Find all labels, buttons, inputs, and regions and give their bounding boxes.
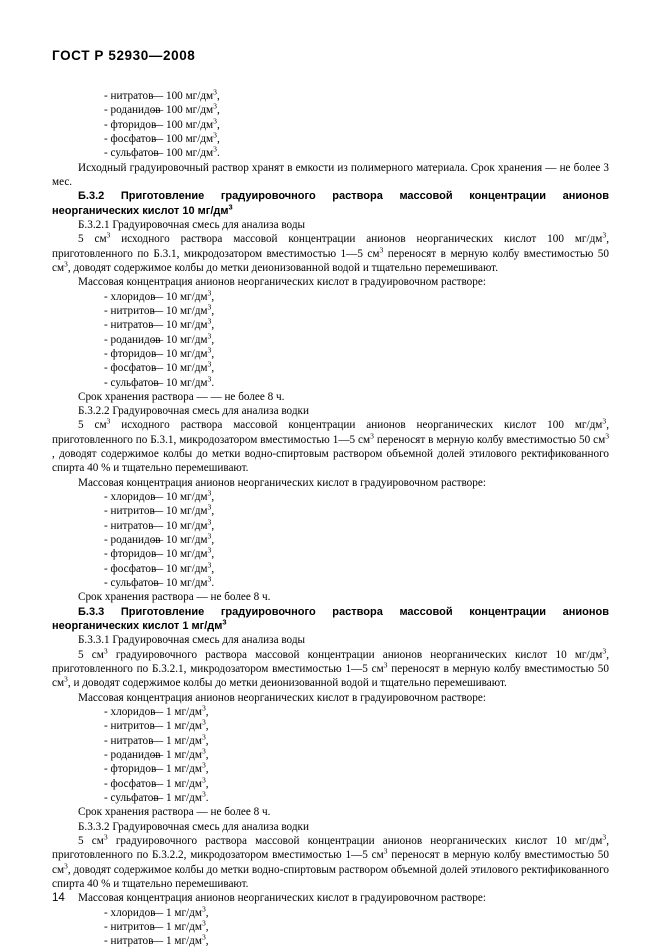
- list-item-value: — 10 $мг/дм^3$,: [152, 517, 215, 532]
- list-item: [52, 361, 609, 375]
- list-item-label: - хлоридов: [104, 705, 156, 718]
- list-item-label: - нитритов: [104, 304, 155, 317]
- paragraph: Массовая концентрация анионов неорганических кислот в градуировочном растворе:: [78, 892, 486, 905]
- list-item: [52, 547, 609, 561]
- list-item-label: - роданидов: [104, 534, 161, 547]
- page-title: ГОСТ Р 52930—2008: [52, 48, 196, 63]
- list-item: [52, 533, 609, 547]
- list-item-label: - нитратов: [104, 935, 154, 948]
- list-item: [52, 791, 609, 805]
- paragraph: 5 $см^3$ исходного раствора массовой концентрации анионов неорганических кислот 100 $мг/дм^3$, приготовленного по Б.3.1, микродозатором вместимостью 1—5 $см^3$ переносят в мерную колбу вместимостью 50 $см^3$ , доводят содержимое колбы до метки водно-спиртовым раствором объемной долей этилового ректификованного спирта 40 % и тщательно перемешивают.: [52, 416, 609, 475]
- list-item-value: — 100 $мг/дм^3$,: [152, 87, 220, 102]
- list-item: [52, 748, 609, 762]
- list-item-value: — 1 $мг/дм^3$.: [152, 789, 209, 804]
- list-item: [52, 146, 609, 160]
- paragraph: Массовая концентрация анионов неорганических кислот в градуировочном растворе:: [78, 276, 486, 289]
- paragraph: 5 $см^3$ градуировочного раствора массовой концентрации анионов неорганических кислот 10 $мг/дм^3$, приготовленного по Б.3.2.1, микродозатором вместимостью 1—5 $см^3$ переносят в мерную колбу вместимостью 50 $см^3$, и доводят содержимое колбы до метки деионизованной водой и тщательно перемешивают.: [52, 645, 609, 690]
- subsection-heading: Б.3.2.1 Градуировочная смесь для анализа воды: [78, 218, 306, 231]
- list-item-value: — 10 $мг/дм^3$,: [152, 316, 215, 332]
- list-item-value: — 10 $мг/дм^3$.: [152, 373, 215, 389]
- list-item-label: - хлоридов: [104, 491, 156, 504]
- list-item-label: - нитритов: [104, 720, 155, 733]
- list-item: [52, 774, 609, 791]
- list-item-label: - фосфатов: [104, 777, 157, 790]
- section-heading: Б.3.3 Приготовление градуировочного раствора массовой концентрации анионов неорганических кислот 1 $мг/дм^3$: [52, 605, 609, 633]
- paragraph: Срок хранения раствора — не более 8 ч.: [78, 591, 271, 604]
- list-item: [52, 373, 609, 390]
- list-item: [52, 490, 609, 504]
- list-item-label: - фосфатов: [104, 132, 157, 145]
- paragraph: 5 $см^3$ исходного раствора массовой концентрации анионов неорганических кислот 100 $мг/дм^3$, приготовленного по Б.3.1, микродозатором вместимостью 1—5 $см^3$ переносят в мерную колбу вместимостью 50 $см^3$, доводят содержимое колбы до метки деионизованной водой и тщательно перемешивают.: [52, 230, 609, 274]
- paragraph: Массовая концентрация анионов неорганических кислот в градуировочном растворе:: [78, 476, 486, 489]
- list-item: [52, 562, 609, 576]
- list-item: [52, 330, 609, 347]
- paragraph: Срок хранения раствора — не более 8 ч.: [78, 806, 271, 819]
- list-item-label: - сульфатов: [104, 376, 159, 389]
- list-item: [52, 903, 609, 920]
- list-item-value: — 1 $мг/дм^3$,: [152, 903, 209, 919]
- list-item-value: — 100 $мг/дм^3$,: [152, 101, 220, 117]
- list-item: [52, 705, 609, 719]
- list-item-label: - фосфатов: [104, 362, 157, 375]
- paragraph: 5 $см^3$ градуировочного раствора массовой концентрации анионов неорганических кислот 10 $мг/дм^3$, приготовленного по Б.3.2.2, микродозатором вместимостью 1—5 $см^3$ переносят в мерную колбу вместимостью 50 $см^3$, доводят содержимое колбы до метки водно-спиртовым раствором объемной долей этилового ректификованного спирта 40 % и тщательно перемешивают.: [52, 832, 609, 890]
- list-item-value: — 10 $мг/дм^3$,: [152, 502, 215, 518]
- list-item: [52, 519, 609, 533]
- list-item: [52, 731, 609, 748]
- list-item-value: — 10 $мг/дм^3$,: [152, 359, 215, 375]
- paragraph: Срок хранения раствора — — не более 8 ч.: [78, 390, 285, 403]
- document-body: [52, 89, 609, 949]
- list-item-label: - фторидов: [104, 347, 157, 360]
- list-item-label: - роданидов: [104, 748, 161, 761]
- list-item-value: — 1 $мг/дм^3$,: [152, 746, 209, 761]
- list-item-label: - нитратов: [104, 519, 154, 532]
- list-item-label: - сульфатов: [104, 147, 159, 160]
- list-item: [52, 304, 609, 318]
- list-item: [52, 576, 609, 590]
- list-item-value: — 10 $мг/дм^3$,: [152, 330, 215, 346]
- list-item-value: — 1 $мг/дм^3$,: [152, 703, 209, 718]
- list-item-value: — 10 $мг/дм^3$,: [152, 287, 215, 303]
- list-item-value: — 10 $мг/дм^3$,: [152, 488, 215, 504]
- list-item-value: — 10 $мг/дм^3$,: [152, 545, 215, 561]
- list-item-value: — 100 $мг/дм^3$,: [152, 115, 220, 131]
- list-item-label: - нитратов: [104, 734, 154, 747]
- list-item-value: — 10 $мг/дм^3$,: [152, 560, 215, 575]
- list-item-label: - нитратов: [104, 90, 154, 102]
- subsection-heading: Б.3.3.2 Градуировочная смесь для анализа водки: [78, 820, 309, 833]
- list-item-label: - нитритов: [104, 505, 155, 518]
- section-heading: Б.3.2 Приготовление градуировочного раствора массовой концентрации анионов неорганических кислот 10 $мг/дм^3$: [52, 190, 609, 217]
- list-item-label: - нитритов: [104, 920, 155, 933]
- subsection-heading: Б.3.3.1 Градуировочная смесь для анализа воды: [78, 634, 306, 647]
- list-item-value: — 10 $мг/дм^3$,: [152, 302, 215, 317]
- list-item: [52, 318, 609, 332]
- subsection-heading: Б.3.2.2 Градуировочная смесь для анализа водки: [78, 405, 309, 418]
- list-item-value: — 1 $мг/дм^3$,: [152, 717, 209, 733]
- list-item-label: - нитратов: [104, 319, 154, 332]
- list-item-label: - фторидов: [104, 118, 157, 131]
- list-item: [52, 132, 609, 146]
- list-item-label: - сульфатов: [104, 791, 159, 804]
- list-item-label: - фосфатов: [104, 562, 157, 575]
- list-item-value: — 1 $мг/дм^3$,: [152, 760, 209, 776]
- list-item: [52, 347, 609, 361]
- list-item: [52, 504, 609, 518]
- list-item-label: - фторидов: [104, 763, 157, 776]
- list-item-label: - хлоридов: [104, 290, 156, 303]
- list-item-value: — 100 $мг/дм^3$.: [152, 144, 220, 160]
- paragraph: Исходный градуировочный раствор хранят в емкости из полимерного материала. Срок хранения — не более 3 мес.: [52, 161, 609, 188]
- list-item: [52, 719, 609, 733]
- list-item: [52, 89, 609, 103]
- list-item-label: - роданидов: [104, 333, 161, 346]
- list-item: [52, 934, 609, 948]
- list-item: [52, 762, 609, 776]
- list-item-value: — 100 $мг/дм^3$,: [152, 130, 220, 145]
- list-item: [52, 115, 609, 132]
- paragraph: Массовая концентрация анионов неорганических кислот в градуировочном растворе:: [78, 691, 486, 704]
- page-number: 14: [52, 892, 65, 904]
- list-item: [52, 287, 609, 304]
- list-item-label: - сульфатов: [104, 577, 159, 590]
- list-item-value: — 10 $мг/дм^3$,: [152, 531, 215, 547]
- list-item-value: — 1 $мг/дм^3$,: [152, 731, 209, 747]
- list-item: [52, 920, 609, 934]
- list-item-value: — 1 $мг/дм^3$,: [152, 918, 209, 933]
- list-item-value: — 1 $мг/дм^3$,: [152, 932, 209, 948]
- list-item-label: - хлоридов: [104, 906, 156, 919]
- list-item-value: — 1 $мг/дм^3$,: [152, 774, 209, 790]
- list-item-label: - фторидов: [104, 548, 157, 561]
- list-item: [52, 103, 609, 117]
- list-item-label: - роданидов: [104, 104, 161, 117]
- list-item-value: — 10 $мг/дм^3$.: [152, 574, 215, 590]
- list-item-value: — 10 $мг/дм^3$,: [152, 345, 215, 360]
